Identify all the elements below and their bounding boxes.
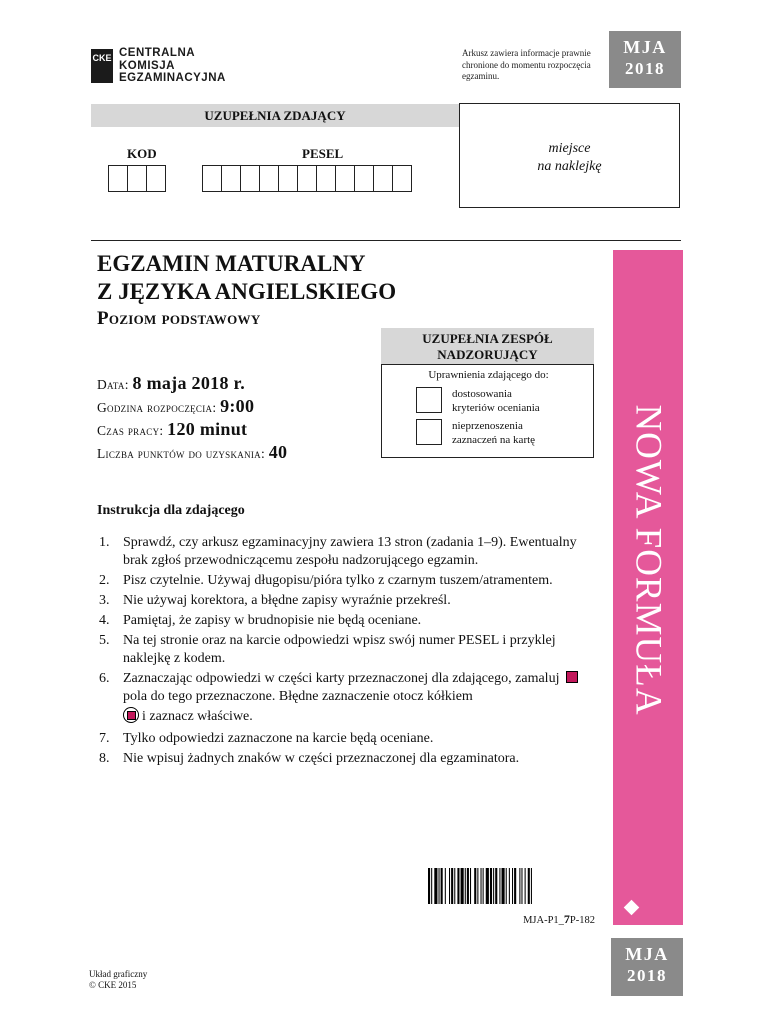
barcode — [428, 868, 598, 904]
barcode-bar — [465, 868, 466, 904]
barcode-bar — [490, 868, 492, 904]
instruction-6-part-3: i zaznacz właściwe. — [142, 709, 253, 724]
instruction-6-part-1: Zaznaczając odpowiedzi w części karty przeznaczonej dla zdającego, zamaluj — [123, 671, 560, 686]
barcode-code-suffix: P-182 — [569, 915, 595, 926]
section-divider — [91, 240, 681, 241]
barcode-bar — [449, 868, 450, 904]
instruction-text: Nie używaj korektora, a błędne zapisy wyraźnie przekreśl. — [123, 593, 451, 608]
start-value: 9:00 — [220, 396, 255, 416]
pesel-digit-box[interactable] — [259, 165, 279, 192]
exam-code-bottom-line-2: 2018 — [627, 966, 667, 985]
sticker-area — [459, 103, 680, 208]
points-label: Liczba punktów do uzyskania: — [97, 446, 266, 461]
barcode-bar — [439, 868, 440, 904]
barcode-bar — [445, 868, 446, 904]
instruction-number: 7. — [99, 731, 110, 746]
pesel-input[interactable] — [203, 165, 412, 192]
barcode-bar — [457, 868, 459, 904]
barcode-code — [470, 912, 595, 927]
barcode-bar — [481, 868, 482, 904]
date-label: Data: — [97, 377, 129, 392]
no-transfer-label — [452, 419, 535, 447]
option2-line-1: nieprzenoszenia — [452, 420, 523, 432]
barcode-bar — [428, 868, 430, 904]
barcode-bar — [454, 868, 455, 904]
logo-text — [119, 47, 226, 85]
exam-code-line-1: MJA — [623, 37, 667, 57]
instruction-text: Tylko odpowiedzi zaznaczone na karcie będą oceniane. — [123, 731, 434, 746]
barcode-bar — [519, 868, 520, 904]
points-value: 40 — [268, 442, 288, 462]
supervisors-heading-line-1: UZUPEŁNIA ZESPÓŁ — [422, 331, 553, 346]
exam-title — [97, 250, 396, 306]
supervisors-heading-line-2: NADZORUJĄCY — [437, 347, 538, 362]
instruction-item — [99, 730, 599, 748]
kod-digit-box[interactable] — [146, 165, 166, 192]
barcode-bar — [467, 868, 469, 904]
exam-points — [97, 442, 287, 463]
logo-line-1: CENTRALNA — [119, 47, 196, 59]
filled-square-icon — [566, 671, 578, 683]
instruction-number: 3. — [99, 593, 110, 608]
pesel-label: PESEL — [302, 146, 344, 161]
exam-code-badge-bottom — [611, 938, 683, 996]
instruction-6-part-2: pola do tego przeznaczone. Błędne zaznaczenie otocz kółkiem — [123, 689, 473, 704]
footer-line-1: Układ graficzny — [89, 969, 148, 979]
pesel-digit-box[interactable] — [297, 165, 317, 192]
exam-code-line-2: 2018 — [625, 59, 665, 78]
instruction-text: Sprawdź, czy arkusz egzaminacyjny zawiera 13 stron (zadania 1–9). Ewentualny brak zgłoś przewodniczącemu zespołu nadzorującego egzamin. — [123, 535, 577, 568]
exam-title-line-1: EGZAMIN MATURALNY — [97, 251, 366, 276]
pesel-digit-box[interactable] — [202, 165, 222, 192]
kod-digit-box[interactable] — [127, 165, 147, 192]
exam-title-line-2: Z JĘZYKA ANGIELSKIEGO — [97, 279, 397, 304]
rights-label: Uprawnienia zdającego do: — [428, 369, 549, 381]
no-transfer-checkbox[interactable] — [416, 419, 442, 445]
confidentiality-notice: Arkusz zawiera informacje prawnie chronione do momentu rozpoczęcia egzaminu. — [462, 48, 591, 81]
instruction-text: Pamiętaj, że zapisy w brudnopisie nie będą oceniane. — [123, 613, 422, 628]
pesel-digit-box[interactable] — [221, 165, 241, 192]
instruction-text: Na tej stronie oraz na karcie odpowiedzi wpisz swój numer PESEL i przyklej naklejkę z kodem. — [123, 633, 556, 666]
option1-line-2: kryteriów oceniania — [452, 402, 540, 414]
duration-label: Czas pracy: — [97, 423, 164, 438]
sticker-line-1: miejsce — [548, 141, 591, 156]
barcode-bar — [441, 868, 443, 904]
instruction-number: 4. — [99, 613, 110, 628]
option2-line-2: zaznaczeń na kartę — [452, 434, 536, 446]
pesel-digit-box[interactable] — [316, 165, 336, 192]
new-formula-text: NOWA FORMUŁA — [627, 404, 669, 716]
barcode-bar — [499, 868, 500, 904]
kod-label: KOD — [127, 146, 157, 161]
sticker-line-2: na naklejkę — [537, 159, 602, 174]
pesel-digit-box[interactable] — [335, 165, 355, 192]
adjusted-criteria-checkbox[interactable] — [416, 387, 442, 413]
barcode-bar — [509, 868, 510, 904]
instructions-title: Instrukcja dla zdającego — [97, 503, 245, 518]
barcode-bar — [431, 868, 432, 904]
pesel-digit-box[interactable] — [354, 165, 374, 192]
barcode-bar — [461, 868, 464, 904]
instruction-item — [99, 592, 599, 610]
barcode-bar — [470, 868, 471, 904]
barcode-bar — [514, 868, 516, 904]
instructions-list — [99, 534, 599, 770]
barcode-bar — [493, 868, 494, 904]
instruction-number: 5. — [99, 633, 110, 648]
logo-line-2: KOMISJA — [119, 59, 175, 72]
instruction-item — [99, 572, 599, 590]
instruction-number: 2. — [99, 573, 110, 588]
pesel-digit-box[interactable] — [278, 165, 298, 192]
barcode-bar — [512, 868, 513, 904]
circled-square-icon — [123, 707, 139, 723]
exam-date — [97, 373, 245, 394]
exam-code-badge-top — [609, 31, 681, 88]
date-value: 8 maja 2018 r. — [132, 373, 245, 393]
barcode-bar — [531, 868, 532, 904]
option1-line-1: dostosowania — [452, 388, 512, 400]
instruction-item — [99, 670, 599, 728]
logo-mark-text: CKE — [92, 53, 112, 63]
instruction-text — [123, 670, 599, 728]
barcode-bar — [486, 868, 489, 904]
instruction-text: Pisz czytelnie. Używaj długopisu/pióra tylko z czarnym tuszem/atramentem. — [123, 573, 553, 588]
kod-input[interactable] — [109, 165, 166, 192]
instruction-text: Nie wpisuj żadnych znaków w części przeznaczonej dla egzaminatora. — [123, 751, 520, 766]
pesel-digit-box[interactable] — [240, 165, 260, 192]
barcode-bar — [474, 868, 476, 904]
barcode-bar — [525, 868, 526, 904]
exam-code-bottom-line-1: MJA — [625, 944, 669, 964]
examinee-section-heading: UZUPEŁNIA ZDAJĄCY — [91, 104, 459, 127]
barcode-code-prefix: MJA-P1_ — [523, 915, 564, 926]
supervisors-box — [381, 364, 594, 458]
instruction-item — [99, 632, 599, 668]
pesel-digit-box[interactable] — [373, 165, 393, 192]
instruction-item — [99, 750, 599, 768]
kod-digit-box[interactable] — [108, 165, 128, 192]
instruction-item — [99, 612, 599, 630]
footer-line-2: © CKE 2015 — [89, 980, 137, 990]
exam-duration — [97, 419, 247, 440]
cke-logo-mark — [91, 49, 113, 83]
supervisors-heading — [381, 328, 594, 364]
barcode-code-mid: 7 — [563, 912, 570, 926]
footer-credit — [89, 969, 147, 991]
logo-line-3: EGZAMINACYJNA — [119, 72, 226, 84]
instruction-number: 6. — [99, 671, 110, 686]
barcode-bar — [521, 868, 522, 904]
exam-level: Poziom podstawowy — [97, 308, 261, 329]
pesel-digit-box[interactable] — [392, 165, 412, 192]
barcode-bar — [502, 868, 505, 904]
start-label: Godzina rozpoczęcia: — [97, 400, 217, 415]
instruction-item — [99, 534, 599, 570]
duration-value: 120 minut — [167, 419, 248, 439]
barcode-bar — [477, 868, 478, 904]
barcode-bar — [434, 868, 437, 904]
barcode-bar — [506, 868, 507, 904]
barcode-bar — [528, 868, 530, 904]
cke-logo — [91, 47, 241, 87]
barcode-bar — [483, 868, 484, 904]
barcode-bar — [451, 868, 453, 904]
adjusted-criteria-label — [452, 387, 540, 415]
barcode-bar — [495, 868, 497, 904]
exam-start-time — [97, 396, 254, 417]
instruction-number: 8. — [99, 751, 110, 766]
instruction-number: 1. — [99, 535, 110, 550]
